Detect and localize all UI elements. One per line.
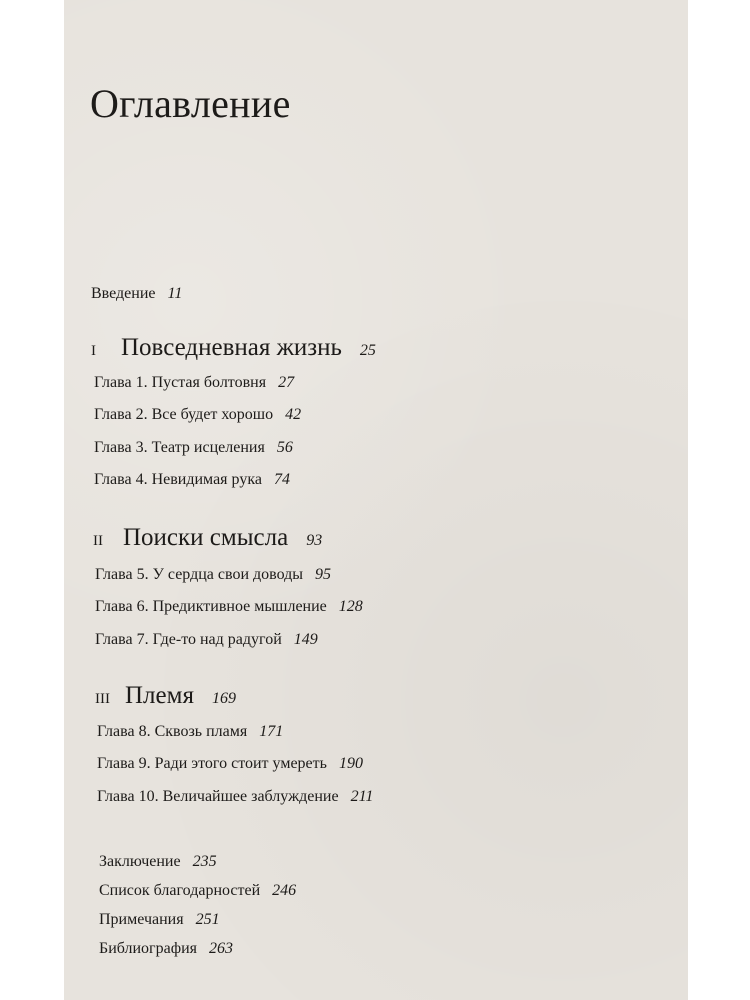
toc-entry-page: 246 xyxy=(272,882,297,899)
part-title: Повседневная жизнь xyxy=(121,334,342,361)
toc-entry-page: 251 xyxy=(195,911,220,928)
part-page: 93 xyxy=(306,532,323,549)
toc-entry-label: Список благодарностей xyxy=(99,882,261,899)
chapter-label: Глава 9. Ради этого стоит умереть xyxy=(97,755,327,772)
toc-chapter-6 xyxy=(95,597,363,617)
chapter-page: 190 xyxy=(338,755,363,772)
chapter-label: Глава 4. Невидимая рука xyxy=(94,471,262,488)
chapter-page: 128 xyxy=(338,598,363,615)
toc-entry-acknowledgements xyxy=(99,881,296,901)
toc-entry-label: Библиография xyxy=(99,940,197,957)
toc-part-3 xyxy=(95,680,236,715)
chapter-label: Глава 2. Все будет хорошо xyxy=(94,406,274,423)
chapter-page: 42 xyxy=(285,406,302,423)
toc-chapter-9 xyxy=(97,754,363,774)
toc-chapter-10 xyxy=(97,787,373,807)
chapter-page: 27 xyxy=(278,374,295,391)
part-title: Племя xyxy=(125,682,194,709)
chapter-page: 74 xyxy=(273,471,290,488)
toc-entry-notes xyxy=(99,910,220,930)
toc-entry-page: 263 xyxy=(209,940,233,957)
toc-chapter-4 xyxy=(94,470,290,490)
book-page xyxy=(64,0,688,1000)
toc-part-1 xyxy=(91,332,376,367)
toc-entry-bibliography xyxy=(99,939,233,959)
page-title: Оглавление xyxy=(90,81,291,126)
toc-entry-label: Введение xyxy=(91,285,156,302)
chapter-page: 171 xyxy=(259,723,284,740)
chapter-label: Глава 7. Где-то над радугой xyxy=(95,631,282,648)
toc-chapter-2 xyxy=(94,405,301,425)
toc-chapter-3 xyxy=(94,438,293,458)
chapter-label: Глава 3. Театр исцеления xyxy=(94,439,265,456)
toc-chapter-8 xyxy=(97,722,283,742)
part-page: 169 xyxy=(211,690,236,707)
chapter-label: Глава 10. Величайшее заблуждение xyxy=(97,788,339,805)
toc-entry-page: 235 xyxy=(192,853,217,870)
chapter-label: Глава 1. Пустая болтовня xyxy=(94,374,267,391)
chapter-label: Глава 5. У сердца свои доводы xyxy=(95,566,304,583)
toc-entry-conclusion xyxy=(99,852,217,872)
chapter-label: Глава 8. Сквозь пламя xyxy=(97,723,248,740)
part-page: 25 xyxy=(359,342,376,359)
part-title: Поиски смысла xyxy=(123,524,289,551)
toc-entry-page: 11 xyxy=(167,285,183,302)
chapter-label: Глава 6. Предиктивное мышление xyxy=(95,598,327,615)
toc-entry-label: Примечания xyxy=(99,911,184,928)
toc-chapter-5 xyxy=(95,565,331,585)
toc-chapter-1 xyxy=(94,373,294,393)
toc-entry-label: Заключение xyxy=(99,853,181,870)
chapter-page: 211 xyxy=(350,788,374,805)
toc-part-2 xyxy=(93,522,322,557)
part-roman: II xyxy=(93,533,103,549)
chapter-page: 149 xyxy=(293,631,318,648)
toc-chapter-7 xyxy=(95,630,318,650)
part-roman: I xyxy=(91,343,96,359)
chapter-page: 95 xyxy=(315,566,332,583)
chapter-page: 56 xyxy=(276,439,293,456)
toc-entry-intro xyxy=(91,284,182,304)
part-roman: III xyxy=(95,691,110,707)
